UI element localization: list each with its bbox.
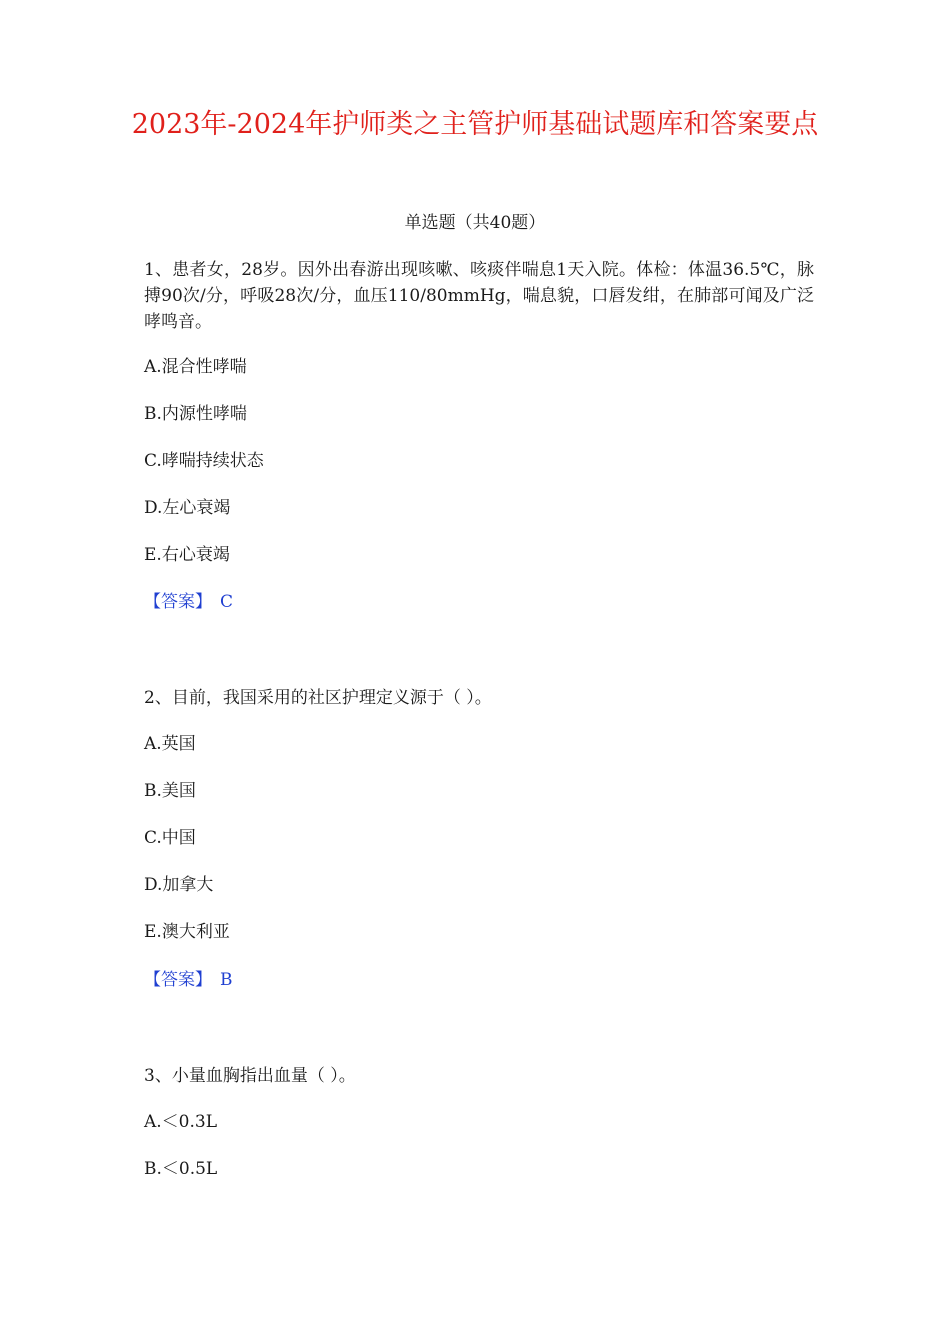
question-1-option-e [144,543,814,567]
option-text: A.混合性哮喘 [144,357,247,377]
option-text: B.内源性哮喘 [144,404,247,424]
option-text: E.澳大利亚 [144,922,230,942]
question-1-option-d [144,496,814,520]
question-2-option-b [144,779,814,803]
question-2-answer [144,968,814,992]
question-1-answer [144,590,814,614]
question-2 [144,685,814,711]
question-1-option-a [144,355,814,379]
option-text: A.＜0.3L [144,1112,218,1132]
question-3-option-a [144,1110,814,1134]
answer-label: 【答案】 [144,970,212,990]
question-stem: 2、目前，我国采用的社区护理定义源于（ ）。 [144,688,492,708]
question-stem: 1、患者女，28岁。因外出春游出现咳嗽、咳痰伴喘息1天入院。体检：体温36.5℃，脉搏90次/分，呼吸28次/分，血压110/80mmHg，喘息貌，口唇发绀，在肺部可闻及广泛哮鸣音。 [144,260,814,332]
question-1-option-b [144,402,814,426]
document-title: 2023年-2024年护师类之主管护师基础试题库和答案要点 [131,109,819,140]
answer-label: 【答案】 [144,592,212,612]
answer-value: B [220,970,233,990]
question-1-option-c [144,449,814,473]
question-2-option-d [144,873,814,897]
question-1 [144,257,814,335]
answer-line [144,968,814,992]
option-text: D.加拿大 [144,875,214,895]
question-3-option-b [144,1157,814,1181]
option-text: C.中国 [144,828,196,848]
option-text: C.哮喘持续状态 [144,451,264,471]
question-3 [144,1063,814,1089]
option-text: D.左心衰竭 [144,498,231,518]
option-text: A.英国 [144,734,196,754]
answer-value: C [220,592,234,612]
option-text: B.美国 [144,781,196,801]
question-2-option-e [144,920,814,944]
answer-line [144,590,814,614]
question-2-option-c [144,826,814,850]
option-text: E.右心衰竭 [144,545,230,565]
question-stem: 3、小量血胸指出血量（ ）。 [144,1066,356,1086]
option-text: B.＜0.5L [144,1159,218,1179]
section-heading: 单选题（共40题） [404,213,546,233]
question-2-option-a [144,732,814,756]
